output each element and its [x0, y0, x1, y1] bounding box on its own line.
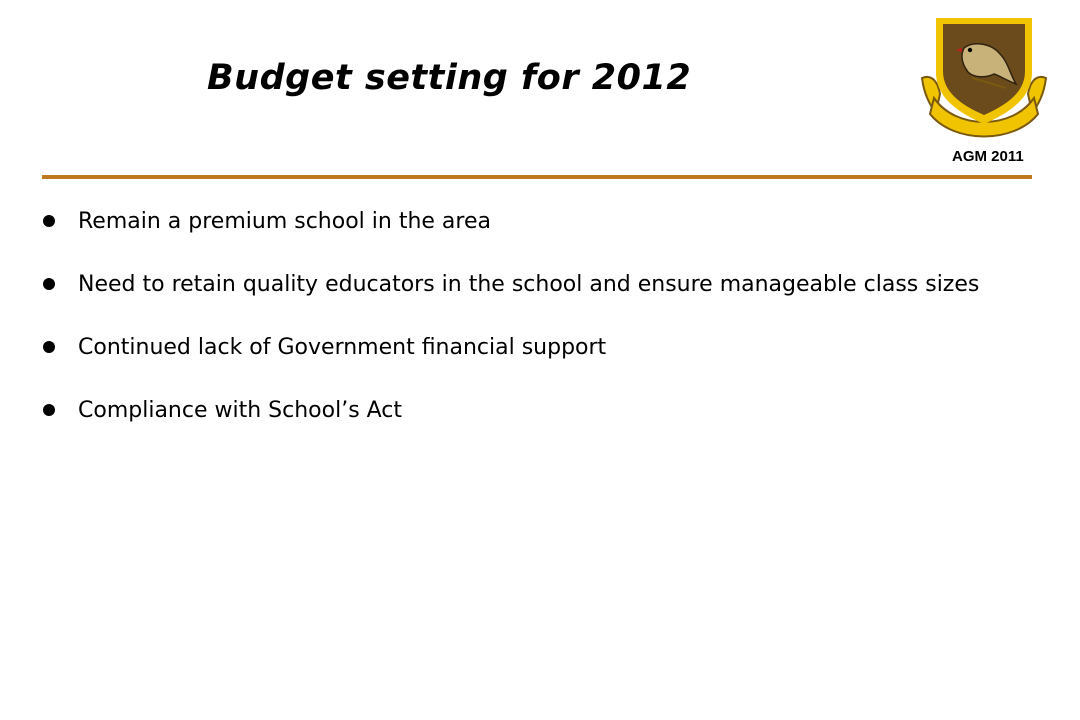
- bullet-item: [40, 326, 1040, 369]
- bullet-list: [40, 200, 1040, 452]
- bullet-dot-icon: [43, 278, 55, 290]
- bullet-text: Compliance with School’s Act: [78, 398, 403, 423]
- bullet-item: [40, 389, 1040, 432]
- slide-title: Budget setting for 2012: [207, 58, 692, 98]
- school-crest-icon: [916, 14, 1052, 138]
- bullet-text: Continued lack of Government financial support: [78, 335, 607, 360]
- bullet-text: Need to retain quality educators in the school and ensure manageable class sizes: [78, 272, 980, 297]
- bullet-text: Remain a premium school in the area: [78, 209, 491, 234]
- bullet-dot-icon: [43, 341, 55, 353]
- title-divider: [42, 175, 1032, 179]
- meeting-tag: AGM 2011: [952, 148, 1024, 165]
- bullet-dot-icon: [43, 404, 55, 416]
- bullet-item: [40, 200, 1040, 243]
- bullet-item: [40, 263, 1040, 306]
- bullet-dot-icon: [43, 215, 55, 227]
